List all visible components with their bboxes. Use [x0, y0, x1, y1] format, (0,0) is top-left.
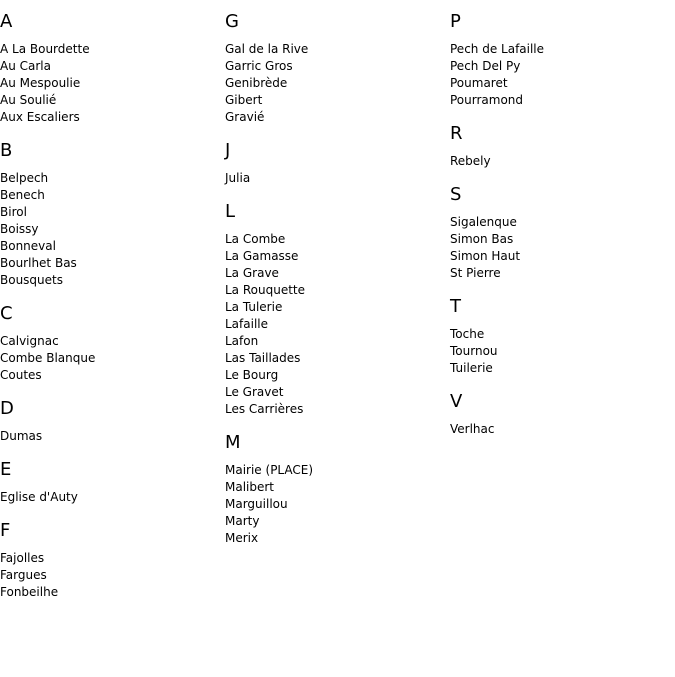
- list-item: [450, 360, 670, 377]
- place-link[interactable]: Tuilerie: [450, 361, 493, 375]
- place-link[interactable]: Bousquets: [0, 273, 63, 287]
- letter-heading: J: [225, 140, 231, 161]
- list-item: [0, 238, 220, 255]
- place-link[interactable]: Benech: [0, 188, 45, 202]
- place-link[interactable]: Malibert: [225, 480, 275, 494]
- letter-section-t: [450, 296, 670, 377]
- letter-section-b: [0, 140, 220, 289]
- place-link[interactable]: La Gamasse: [225, 249, 299, 263]
- letter-section-f: [0, 520, 220, 601]
- list-item: [225, 41, 445, 58]
- place-list: [0, 333, 220, 384]
- place-link[interactable]: Gibert: [225, 93, 263, 107]
- place-link[interactable]: Le Gravet: [225, 385, 284, 399]
- list-item: [450, 41, 670, 58]
- letter-heading: B: [0, 140, 13, 161]
- place-list: [225, 231, 445, 418]
- place-link[interactable]: Gal de la Rive: [225, 42, 309, 56]
- letter-heading: V: [450, 391, 463, 412]
- list-item: [225, 109, 445, 126]
- place-list: [450, 153, 670, 170]
- place-link[interactable]: Eglise d'Auty: [0, 490, 78, 504]
- list-item: [0, 550, 220, 567]
- list-item: [225, 367, 445, 384]
- place-link[interactable]: Bonneval: [0, 239, 56, 253]
- letter-heading: E: [0, 459, 12, 480]
- list-item: [450, 326, 670, 343]
- list-item: [225, 333, 445, 350]
- place-link[interactable]: Le Bourg: [225, 368, 279, 382]
- place-link[interactable]: La Combe: [225, 232, 286, 246]
- place-link[interactable]: Calvignac: [0, 334, 59, 348]
- letter-heading: M: [225, 432, 241, 453]
- list-item: [450, 58, 670, 75]
- letter-section-e: [0, 459, 220, 506]
- list-item: [225, 248, 445, 265]
- place-link[interactable]: Dumas: [0, 429, 43, 443]
- place-link[interactable]: Marty: [225, 514, 260, 528]
- list-item: [0, 567, 220, 584]
- place-link[interactable]: Garric Gros: [225, 59, 293, 73]
- place-link[interactable]: Las Taillades: [225, 351, 301, 365]
- place-list: [450, 214, 670, 282]
- place-link[interactable]: Au Mespoulie: [0, 76, 81, 90]
- place-link[interactable]: Birol: [0, 205, 27, 219]
- letter-heading: F: [0, 520, 11, 541]
- list-item: [0, 221, 220, 238]
- place-link[interactable]: Fajolles: [0, 551, 45, 565]
- letter-section-v: [450, 391, 670, 438]
- place-link[interactable]: Les Carrières: [225, 402, 304, 416]
- list-item: [225, 513, 445, 530]
- list-item: [0, 109, 220, 126]
- list-item: [225, 496, 445, 513]
- directory-column-3: [450, 11, 670, 452]
- list-item: [0, 58, 220, 75]
- place-link[interactable]: Pourramond: [450, 93, 524, 107]
- letter-section-g: [225, 11, 445, 126]
- letter-heading: S: [450, 184, 462, 205]
- place-link[interactable]: Aux Escaliers: [0, 110, 80, 124]
- place-link[interactable]: Genibrède: [225, 76, 288, 90]
- list-item: [0, 584, 220, 601]
- list-item: [450, 75, 670, 92]
- place-link[interactable]: La Grave: [225, 266, 279, 280]
- place-list: [450, 421, 670, 438]
- letter-heading: P: [450, 11, 461, 32]
- place-link[interactable]: Merix: [225, 531, 259, 545]
- place-link[interactable]: Bourlhet Bas: [0, 256, 77, 270]
- place-list: [0, 550, 220, 601]
- place-link[interactable]: Sigalenque: [450, 215, 517, 229]
- place-list: [225, 170, 445, 187]
- list-item: [450, 153, 670, 170]
- list-item: [225, 170, 445, 187]
- list-item: [0, 367, 220, 384]
- letter-heading: C: [0, 303, 13, 324]
- place-link[interactable]: Rebely: [450, 154, 491, 168]
- place-link[interactable]: St Pierre: [450, 266, 501, 280]
- place-list: [0, 41, 220, 126]
- list-item: [225, 479, 445, 496]
- list-item: [450, 248, 670, 265]
- letter-heading: T: [450, 296, 461, 317]
- place-list: [225, 462, 445, 547]
- list-item: [225, 316, 445, 333]
- place-link[interactable]: Coutes: [0, 368, 42, 382]
- place-link[interactable]: Simon Bas: [450, 232, 514, 246]
- letter-section-j: [225, 140, 445, 187]
- list-item: [0, 255, 220, 272]
- place-link[interactable]: Simon Haut: [450, 249, 521, 263]
- place-list: [450, 326, 670, 377]
- letter-section-m: [225, 432, 445, 547]
- place-link[interactable]: Lafaille: [225, 317, 269, 331]
- place-link[interactable]: Au Carla: [0, 59, 51, 73]
- list-item: [0, 75, 220, 92]
- list-item: [0, 41, 220, 58]
- letter-heading: A: [0, 11, 13, 32]
- place-link[interactable]: Belpech: [0, 171, 49, 185]
- list-item: [225, 265, 445, 282]
- place-link[interactable]: La Tulerie: [225, 300, 283, 314]
- letter-section-a: [0, 11, 220, 126]
- place-link[interactable]: Toche: [450, 327, 485, 341]
- place-list: [0, 428, 220, 445]
- list-item: [225, 530, 445, 547]
- directory-column-2: [225, 11, 445, 561]
- list-item: [0, 489, 220, 506]
- place-link[interactable]: Combe Blanque: [0, 351, 96, 365]
- list-item: [0, 204, 220, 221]
- place-link[interactable]: Tournou: [450, 344, 498, 358]
- place-link[interactable]: Au Soulié: [0, 93, 57, 107]
- place-link[interactable]: Mairie (PLACE): [225, 463, 314, 477]
- list-item: [450, 92, 670, 109]
- list-item: [0, 170, 220, 187]
- letter-section-d: [0, 398, 220, 445]
- place-list: [225, 41, 445, 126]
- list-item: [450, 214, 670, 231]
- place-link[interactable]: La Rouquette: [225, 283, 305, 297]
- list-item: [450, 231, 670, 248]
- place-link[interactable]: Verlhac: [450, 422, 495, 436]
- letter-section-s: [450, 184, 670, 282]
- list-item: [225, 75, 445, 92]
- list-item: [0, 187, 220, 204]
- list-item: [0, 272, 220, 289]
- letter-section-c: [0, 303, 220, 384]
- list-item: [225, 282, 445, 299]
- list-item: [225, 350, 445, 367]
- list-item: [0, 333, 220, 350]
- letter-heading: R: [450, 123, 463, 144]
- place-link[interactable]: Pech de Lafaille: [450, 42, 545, 56]
- place-link[interactable]: Lafon: [225, 334, 259, 348]
- letter-heading: D: [0, 398, 14, 419]
- list-item: [225, 401, 445, 418]
- letter-heading: L: [225, 201, 236, 222]
- place-link[interactable]: Fonbeilhe: [0, 585, 59, 599]
- list-item: [450, 265, 670, 282]
- place-link[interactable]: A La Bourdette: [0, 42, 90, 56]
- place-link[interactable]: Gravié: [225, 110, 265, 124]
- letter-section-l: [225, 201, 445, 418]
- list-item: [450, 343, 670, 360]
- list-item: [225, 92, 445, 109]
- list-item: [0, 92, 220, 109]
- place-list: [0, 170, 220, 289]
- place-link[interactable]: Marguillou: [225, 497, 288, 511]
- letter-section-r: [450, 123, 670, 170]
- place-link[interactable]: Fargues: [0, 568, 47, 582]
- directory-column-1: [0, 11, 220, 615]
- list-item: [225, 384, 445, 401]
- place-link[interactable]: Pech Del Py: [450, 59, 521, 73]
- list-item: [225, 462, 445, 479]
- place-link[interactable]: Julia: [225, 171, 251, 185]
- place-list: [450, 41, 670, 109]
- list-item: [225, 299, 445, 316]
- list-item: [450, 421, 670, 438]
- list-item: [0, 350, 220, 367]
- place-link[interactable]: Boissy: [0, 222, 39, 236]
- list-item: [225, 231, 445, 248]
- list-item: [0, 428, 220, 445]
- letter-heading: G: [225, 11, 239, 32]
- list-item: [225, 58, 445, 75]
- letter-section-p: [450, 11, 670, 109]
- place-link[interactable]: Poumaret: [450, 76, 508, 90]
- place-list: [0, 489, 220, 506]
